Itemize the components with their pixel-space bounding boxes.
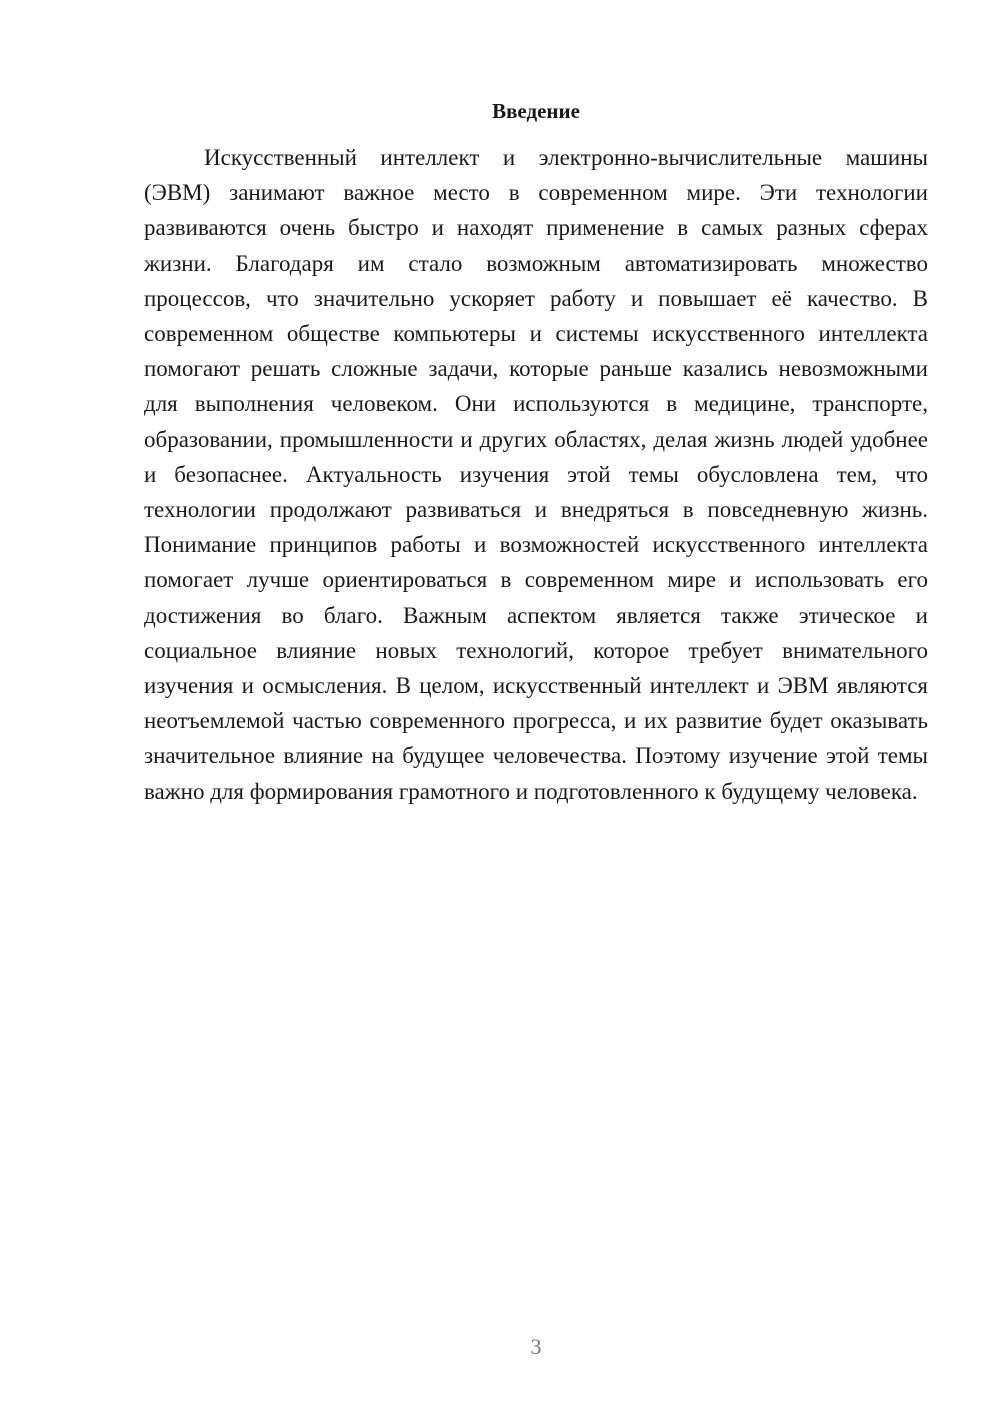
section-heading: Введение — [492, 99, 580, 123]
body-paragraph: Искусственный интеллект и электронно-вычислительные машины (ЭВМ) занимают важное место в современном мире. Эти технологии развиваются очень быстро и находят применение в самых разных сферах жизни. Благодаря им стало возможным автоматизировать множество процессов, что значительно ускоряет работу и повышает её качество. В современном обществе компьютеры и системы искусственного интеллекта помогают решать сложные задачи, которые раньше казались невозможными для выполнения человеком. Они используются в медицине, транспорте, образовании, промышленности и других областях, делая жизнь людей удобнее и безопаснее. Актуальность изучения этой темы обусловлена тем, что технологии продолжают развиваться и внедряться в повседневную жизнь. Понимание принципов работы и возможностей искусственного интеллекта помогает лучше ориентироваться в современном мире и использовать его достижения во благо. Важным аспектом является также этическое и социальное влияние новых технологий, которое требует внимательного изучения и осмысления. В целом, искусственный интеллект и ЭВМ являются неотъемлемой частью современного прогресса, и их развитие будет оказывать значительное влияние на будущее человечества. Поэтому изучение этой темы важно для формирования грамотного и подготовленного к будущему человека. — [144, 145, 928, 804]
page-content — [144, 96, 928, 809]
page-number: 3 — [530, 1334, 542, 1359]
